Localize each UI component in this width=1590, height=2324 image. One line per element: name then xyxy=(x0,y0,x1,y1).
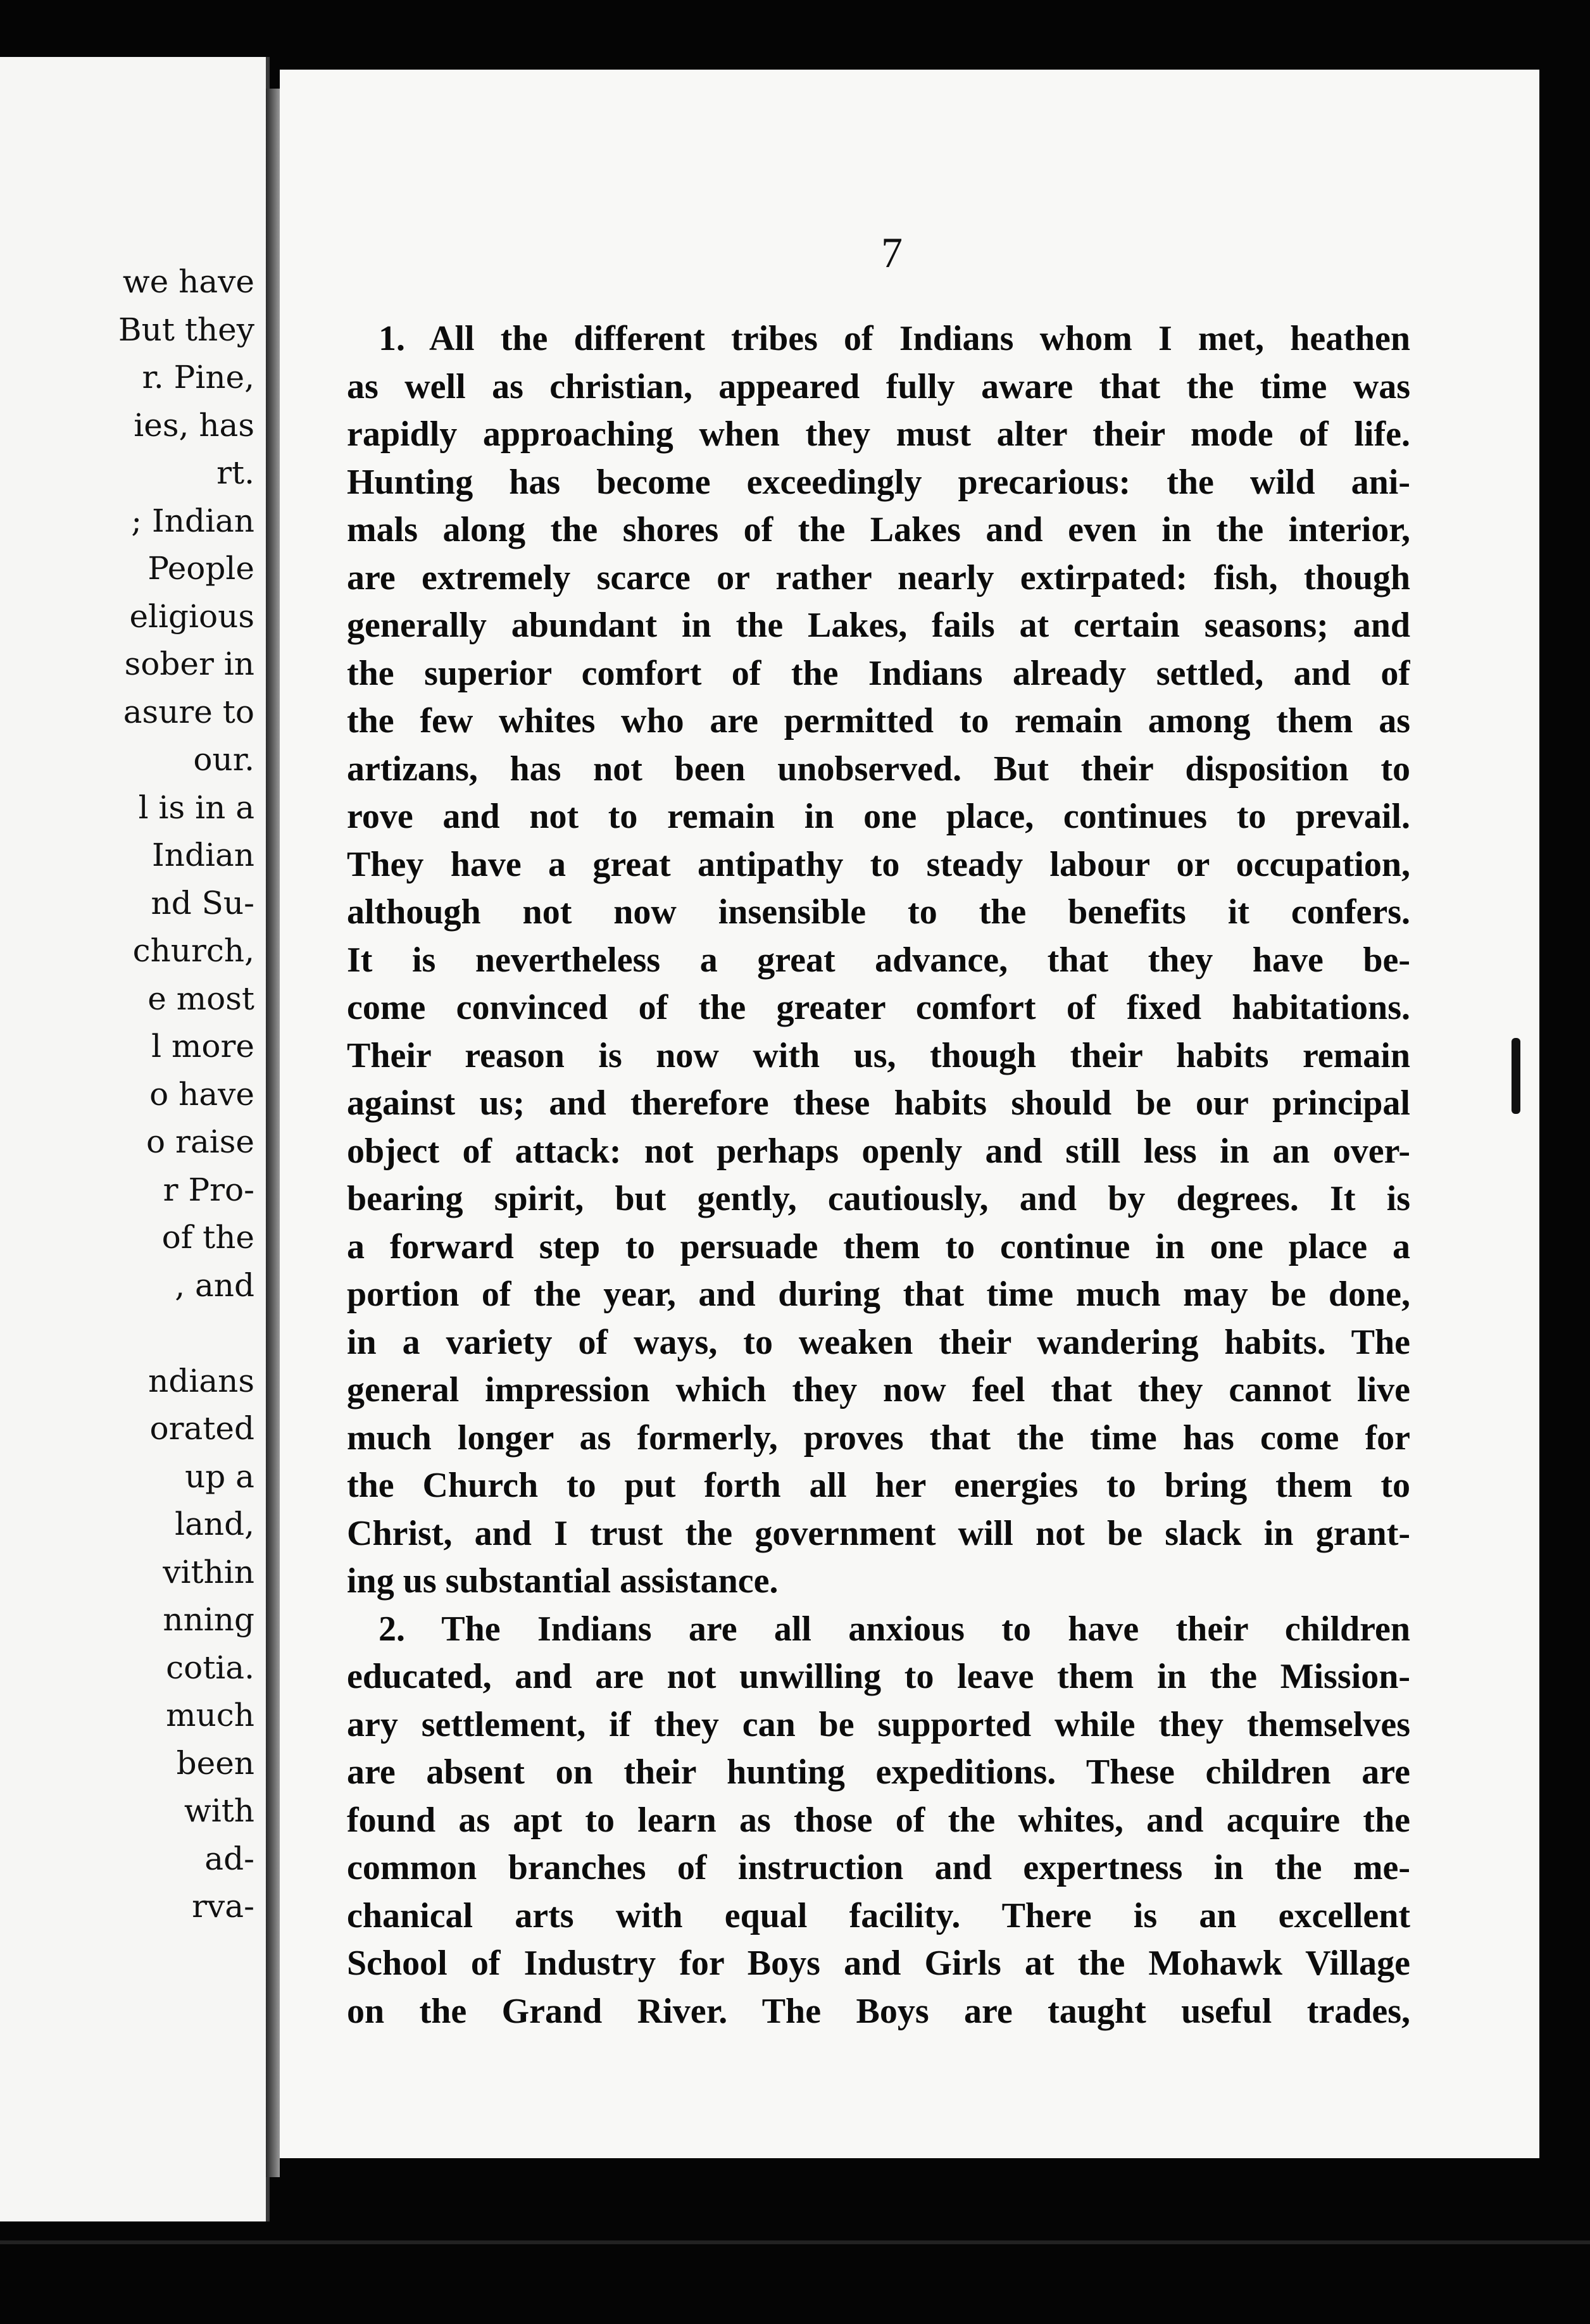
binding-mark xyxy=(1512,1038,1520,1114)
text-line: as well as christian, appeared fully aware that the time was xyxy=(347,366,1410,406)
page-number: 7 xyxy=(881,228,903,277)
left-page-fragment: eligious xyxy=(129,597,254,635)
text-line: common branches of instruction and expertness in the me- xyxy=(347,1848,1410,1887)
text-line: portion of the year, and during that time much may be done, xyxy=(347,1275,1410,1314)
text-line: although not now insensible to the benefits it confers. xyxy=(347,892,1410,932)
left-page-fragment: land, xyxy=(175,1506,254,1542)
text-line: against us; and therefore these habits should be our principal xyxy=(347,1084,1410,1123)
left-page-fragment: of the xyxy=(161,1219,254,1256)
left-page-fragment: l is in a xyxy=(138,789,254,826)
text-line: It is nevertheless a great advance, that they have be- xyxy=(347,940,1410,980)
text-line: mals along the shores of the Lakes and even in the interior, xyxy=(347,510,1410,549)
text-line: much longer as formerly, proves that the time has come for xyxy=(347,1418,1410,1458)
left-page-fragment: o have xyxy=(149,1075,254,1113)
body-text xyxy=(347,315,1410,2035)
text-line: rove and not to remain in one place, continues to prevail. xyxy=(347,797,1410,836)
left-page-fragment: ies, has xyxy=(134,406,254,444)
left-page-fragment: But they xyxy=(118,311,254,348)
text-line: general impression which they now feel that they cannot live xyxy=(347,1370,1410,1409)
book-gutter xyxy=(266,89,280,2177)
text-line: object of attack: not perhaps openly and still less in an over- xyxy=(347,1131,1410,1171)
left-page-fragment: cotia. xyxy=(166,1649,254,1686)
left-page-fragment: People xyxy=(147,550,254,587)
left-page-fragment: much xyxy=(166,1697,254,1734)
text-line: the few whites who are permitted to remain among them as xyxy=(347,701,1410,740)
text-line: They have a great antipathy to steady labour or occupation, xyxy=(347,844,1410,884)
text-line: educated, and are not unwilling to leave them in the Mission- xyxy=(347,1657,1410,1696)
text-line: come convinced of the greater comfort of fixed habitations. xyxy=(347,988,1410,1027)
left-page-fragment: ad- xyxy=(204,1840,254,1877)
text-line: rapidly approaching when they must alter their mode of life. xyxy=(347,415,1410,454)
left-page-fragment: e most xyxy=(147,980,254,1017)
left-page-fragment: r Pro- xyxy=(163,1171,254,1208)
left-page-fragment: r. Pine, xyxy=(142,359,254,396)
text-line: the Church to put forth all her energies to bring them to xyxy=(347,1466,1410,1505)
left-page-fragment: we have xyxy=(122,263,254,300)
text-line: the superior comfort of the Indians already settled, and of xyxy=(347,653,1410,693)
text-line: artizans, has not been unobserved. But their disposition to xyxy=(347,749,1410,789)
left-page-fragment: Indian xyxy=(152,837,254,873)
left-page-fragment: l more xyxy=(151,1028,254,1065)
left-page-fragment: sober in xyxy=(124,646,254,682)
page-bottom-edge xyxy=(0,2240,1590,2244)
left-page-fragment: with xyxy=(184,1792,254,1829)
left-page-fragment: nd Su- xyxy=(151,884,254,921)
text-line: Their reason is now with us, though their habits remain xyxy=(347,1035,1410,1075)
left-facing-page xyxy=(0,57,270,2221)
left-page-fragment: our. xyxy=(193,741,254,778)
left-page-fragment: church, xyxy=(132,932,254,969)
text-line: School of Industry for Boys and Girls at the Mohawk Village xyxy=(347,1944,1410,1983)
left-page-fragment: orated xyxy=(149,1410,254,1447)
text-line: generally abundant in the Lakes, fails at certain seasons; and xyxy=(347,606,1410,645)
text-line: are extremely scarce or rather nearly extirpated: fish, though xyxy=(347,558,1410,597)
text-line: a forward step to persuade them to continue in one place a xyxy=(347,1227,1410,1266)
left-page-fragment: been xyxy=(176,1744,254,1782)
text-line: Hunting has become exceedingly precarious: the wild ani- xyxy=(347,462,1410,502)
text-line: Christ, and I trust the government will not be slack in grant- xyxy=(347,1513,1410,1553)
text-line: 1. All the different tribes of Indians whom I met, heathen xyxy=(379,319,1410,358)
left-page-fragment: ndians xyxy=(148,1362,254,1399)
left-page-fragment: nning xyxy=(163,1601,254,1638)
left-page-fragment: up a xyxy=(185,1458,254,1495)
text-line: 2. The Indians are all anxious to have their children xyxy=(379,1609,1410,1649)
text-line: ing us substantial assistance. xyxy=(347,1561,779,1601)
text-line: found as apt to learn as those of the whites, and acquire the xyxy=(347,1800,1410,1840)
text-line: bearing spirit, but gently, cautiously, and by degrees. It is xyxy=(347,1179,1410,1218)
text-line: ary settlement, if they can be supported while they themselves xyxy=(347,1704,1410,1744)
text-line: in a variety of ways, to weaken their wandering habits. The xyxy=(347,1322,1410,1362)
text-line: are absent on their hunting expeditions. These children are xyxy=(347,1752,1410,1792)
text-line: chanical arts with equal facility. There is an excellent xyxy=(347,1896,1410,1935)
left-page-fragment: , and xyxy=(175,1266,254,1304)
left-page-fragment: asure to xyxy=(123,693,254,730)
left-page-fragment: o raise xyxy=(146,1123,254,1160)
left-page-fragment: rva- xyxy=(192,1888,254,1925)
left-page-fragment: ; Indian xyxy=(131,502,254,539)
text-line: on the Grand River. The Boys are taught useful trades, xyxy=(347,1991,1410,2031)
left-page-fragment: rt. xyxy=(216,454,254,491)
left-page-fragment: vithin xyxy=(163,1553,254,1590)
